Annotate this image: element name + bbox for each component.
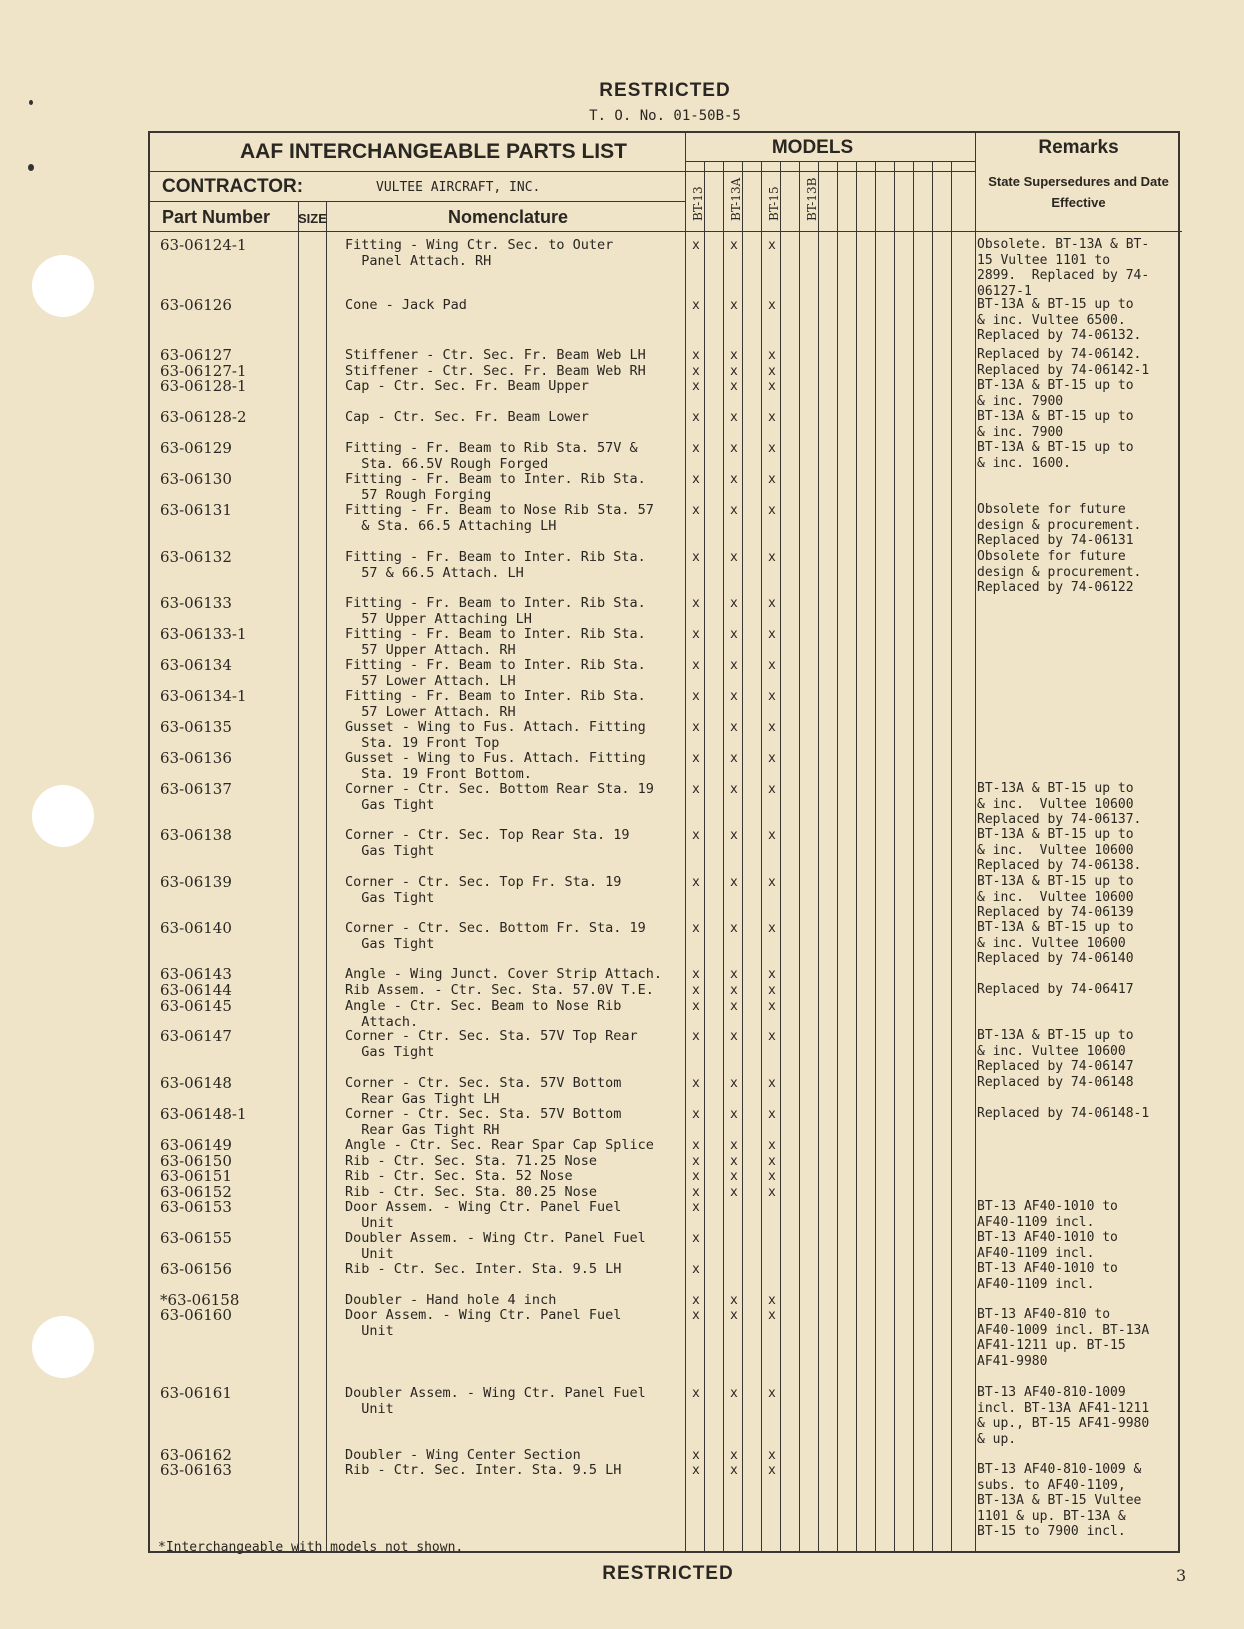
part-number: 63-06127-1 [160,362,247,380]
nomenclature: Door Assem. - Wing Ctr. Panel Fuel Unit [345,1307,622,1339]
model-mark: x [768,828,776,843]
model-mark: x [768,1293,776,1308]
model-mark: x [692,1029,700,1044]
model-mark: x [768,472,776,487]
model-mark: x [692,441,700,456]
remark: BT-13A & BT-15 up to & inc. Vultee 10600 Replaced by 74-06139 [977,874,1134,921]
model-mark: x [730,1076,738,1091]
model-mark: x [768,658,776,673]
model-mark: x [768,921,776,936]
model-mark: x [768,550,776,565]
model-mark: x [730,550,738,565]
remark: BT-13A & BT-15 up to & inc. Vultee 10600 Replaced by 74-06147 [977,1028,1134,1075]
part-number: 63-06138 [160,826,232,844]
model-mark: x [730,472,738,487]
nomenclature: Fitting - Fr. Beam to Inter. Rib Sta. 57 & 66.5 Attach. LH [345,549,646,581]
footer-restricted: RESTRICTED [602,1563,734,1584]
header-to-number: T. O. No. 01-50B-5 [589,108,741,124]
nomenclature: Angle - Ctr. Sec. Beam to Nose Rib Attach. [345,998,622,1030]
model-mark: x [730,828,738,843]
remark: BT-13A & BT-15 up to & inc. Vultee 10600 Replaced by 74-06137. [977,781,1142,828]
part-number: 63-06136 [160,749,232,767]
part-number: 63-06155 [160,1229,232,1247]
model-mark: x [730,348,738,363]
part-number: 63-06150 [160,1152,232,1170]
model-mark: x [768,967,776,982]
model-mark: x [768,596,776,611]
model-mark: x [692,379,700,394]
model-mark: x [768,441,776,456]
model-mark: x [692,921,700,936]
nomenclature: Corner - Ctr. Sec. Bottom Rear Sta. 19 Gas Tight [345,781,654,813]
model-column-line [799,161,800,1551]
nomenclature: Corner - Ctr. Sec. Top Fr. Sta. 19 Gas Tight [345,874,622,906]
model-mark: x [768,1448,776,1463]
punch-hole-middle [32,785,94,847]
nomenclature: Cap - Ctr. Sec. Fr. Beam Lower [345,409,589,425]
divider-part-size [298,201,299,1551]
header-restricted: RESTRICTED [599,80,731,101]
model-mark: x [730,1185,738,1200]
punch-hole-bottom [32,1316,94,1378]
nomenclature: Fitting - Fr. Beam to Inter. Rib Sta. 57 Rough Forging [345,471,646,503]
nomenclature: Doubler - Wing Center Section [345,1447,581,1463]
model-mark: x [730,658,738,673]
model-mark: x [692,658,700,673]
nomenclature: Stiffener - Ctr. Sec. Fr. Beam Web RH [345,363,646,379]
part-number: 63-06135 [160,718,232,736]
model-mark: x [730,967,738,982]
remark: BT-13A & BT-15 up to & inc. Vultee 10600 Replaced by 74-06140 [977,920,1134,967]
model-mark: x [730,720,738,735]
model-mark: x [768,503,776,518]
model-mark: x [692,1293,700,1308]
remark: BT-13A & BT-15 up to & inc. 7900 [977,409,1134,440]
nomenclature: Corner - Ctr. Sec. Sta. 57V Top Rear Gas Tight [345,1028,638,1060]
remark: Replaced by 74-06417 [977,982,1134,997]
header-divider [150,231,1182,232]
model-mark: x [692,1262,700,1277]
nomenclature: Fitting - Fr. Beam to Inter. Rib Sta. 57 Upper Attaching LH [345,595,646,627]
part-number: 63-06128-2 [160,408,247,426]
model-mark: x [730,921,738,936]
model-mark: x [692,967,700,982]
part-number: 63-06160 [160,1306,232,1324]
part-number: *63-06158 [160,1291,240,1309]
table-title: AAF INTERCHANGEABLE PARTS LIST [240,140,627,163]
model-mark: x [730,1463,738,1478]
model-mark: x [730,1029,738,1044]
remark: Replaced by 74-06142. [977,347,1142,362]
model-mark: x [692,875,700,890]
model-mark: x [730,1293,738,1308]
model-column-line [894,161,895,1551]
model-mark: x [730,1138,738,1153]
remark: BT-13 AF40-1010 to AF40-1109 incl. [977,1199,1118,1230]
model-mark: x [768,1308,776,1323]
remarks-title: Remarks [1038,137,1119,158]
remark: BT-13A & BT-15 up to & inc. 1600. [977,440,1134,471]
remark: BT-13 AF40-810-1009 & subs. to AF40-1109, BT-13A & BT-15 Vultee 1101 & up. BT-13A & BT-15 to 7900 incl. [977,1462,1142,1540]
nomenclature-header: Nomenclature [448,207,569,227]
model-mark: x [730,689,738,704]
model-mark: x [692,751,700,766]
model-column-line [856,161,857,1551]
model-mark: x [692,238,700,253]
part-number: 63-06126 [160,296,232,314]
model-mark: x [730,1308,738,1323]
remark: Obsolete. BT-13A & BT- 15 Vultee 1101 to 2899. Replaced by 74- 06127-1 [977,237,1150,299]
part-number: 63-06151 [160,1167,232,1185]
model-mark: x [768,1185,776,1200]
remark: BT-13A & BT-15 up to & inc. Vultee 6500. Replaced by 74-06132. [977,297,1142,344]
remark: BT-13 AF40-1010 to AF40-1109 incl. [977,1261,1118,1292]
remark: BT-13 AF40-1010 to AF40-1109 incl. [977,1230,1118,1261]
part-number: 63-06137 [160,780,232,798]
part-number: 63-06163 [160,1461,232,1479]
part-number: 63-06128-1 [160,377,247,395]
part-number: 63-06156 [160,1260,232,1278]
model-mark: x [692,1448,700,1463]
model-mark: x [730,627,738,642]
remark: BT-13 AF40-810 to AF40-1009 incl. BT-13A AF41-1211 up. BT-15 AF41-9980 [977,1307,1150,1369]
model-mark: x [692,472,700,487]
model-mark: x [730,441,738,456]
nomenclature: Fitting - Fr. Beam to Rib Sta. 57V & Sta. 66.5V Rough Forged [345,440,638,472]
remark: Replaced by 74-06142-1 [977,363,1150,378]
model-mark: x [692,828,700,843]
nomenclature: Door Assem. - Wing Ctr. Panel Fuel Unit [345,1199,622,1231]
model-mark: x [768,1386,776,1401]
part-number: 63-06133-1 [160,625,247,643]
nomenclature: Rib Assem. - Ctr. Sec. Sta. 57.0V T.E. [345,982,654,998]
model-mark: x [730,364,738,379]
model-mark: x [768,410,776,425]
parts-list-table [148,131,1180,1553]
model-mark: x [768,782,776,797]
model-mark: x [768,1138,776,1153]
model-column-line [780,161,781,1551]
model-mark: x [768,1154,776,1169]
part-number: 63-06124-1 [160,236,247,254]
model-column-line [818,161,819,1551]
model-column-line [932,161,933,1551]
model-mark: x [768,689,776,704]
model-mark: x [768,875,776,890]
nomenclature: Corner - Ctr. Sec. Sta. 57V Bottom Rear Gas Tight LH [345,1075,622,1107]
divider-remarks [975,133,976,1551]
model-mark: x [730,983,738,998]
model-mark: x [768,298,776,313]
model-mark: x [768,751,776,766]
model-column-line [875,161,876,1551]
part-number: 63-06131 [160,501,232,519]
model-mark: x [730,1169,738,1184]
model-mark: x [768,1107,776,1122]
part-number: 63-06147 [160,1027,232,1045]
nomenclature: Fitting - Fr. Beam to Inter. Rib Sta. 57 Lower Attach. LH [345,657,646,689]
nomenclature: Doubler - Hand hole 4 inch [345,1292,557,1308]
page-number: 3 [1176,1566,1187,1585]
nomenclature: Corner - Ctr. Sec. Top Rear Sta. 19 Gas Tight [345,827,630,859]
model-mark: x [692,550,700,565]
footnote: *Interchangeable with models not shown. [158,1540,464,1555]
nomenclature: Cone - Jack Pad [345,297,467,313]
model-header-bt13: BT-13 [691,186,705,221]
nomenclature: Stiffener - Ctr. Sec. Fr. Beam Web LH [345,347,646,363]
part-number-header: Part Number [162,207,271,227]
remarks-subtitle: State Supersedures and Date Effective [988,174,1169,210]
part-number: 63-06134 [160,656,232,674]
model-mark: x [768,379,776,394]
model-mark: x [768,1076,776,1091]
nomenclature: Rib - Ctr. Sec. Inter. Sta. 9.5 LH [345,1261,622,1277]
model-mark: x [692,1231,700,1246]
part-number: 63-06148-1 [160,1105,247,1123]
model-mark: x [692,348,700,363]
model-mark: x [692,1200,700,1215]
model-mark: x [730,751,738,766]
model-mark: x [692,782,700,797]
nomenclature: Angle - Ctr. Sec. Rear Spar Cap Splice [345,1137,654,1153]
model-header-bt13a: BT-13A [729,177,743,221]
model-column-line [742,161,743,1551]
remark: Replaced by 74-06148-1 [977,1106,1150,1121]
model-mark: x [692,410,700,425]
part-number: 63-06140 [160,919,232,937]
punch-hole-top [32,255,94,317]
model-mark: x [692,1386,700,1401]
model-mark: x [768,1463,776,1478]
model-mark: x [692,1154,700,1169]
model-header-bt15: BT-15 [767,186,781,221]
title-divider [150,171,975,172]
nomenclature: Rib - Ctr. Sec. Sta. 71.25 Nose [345,1153,597,1169]
contractor-value: VULTEE AIRCRAFT, INC. [376,180,541,195]
nomenclature: Fitting - Fr. Beam to Nose Rib Sta. 57 & Sta. 66.5 Attaching LH [345,502,654,534]
part-number: 63-06129 [160,439,232,457]
model-mark: x [730,596,738,611]
part-number: 63-06145 [160,997,232,1015]
model-mark: x [730,1448,738,1463]
nomenclature: Cap - Ctr. Sec. Fr. Beam Upper [345,378,589,394]
model-mark: x [730,238,738,253]
nomenclature: Angle - Wing Junct. Cover Strip Attach. [345,966,662,982]
nomenclature: Corner - Ctr. Sec. Bottom Fr. Sta. 19 Gas Tight [345,920,646,952]
part-number: 63-06134-1 [160,687,247,705]
model-mark: x [730,875,738,890]
model-mark: x [768,983,776,998]
remark: Replaced by 74-06148 [977,1075,1134,1090]
part-number: 63-06153 [160,1198,232,1216]
nomenclature: Doubler Assem. - Wing Ctr. Panel Fuel Unit [345,1230,646,1262]
part-number: 63-06161 [160,1384,232,1402]
ink-speck [28,164,34,171]
model-mark: x [692,689,700,704]
model-mark: x [692,1107,700,1122]
model-mark: x [730,1107,738,1122]
nomenclature: Gusset - Wing to Fus. Attach. Fitting Sta. 19 Front Top [345,719,646,751]
part-number: 63-06132 [160,548,232,566]
model-mark: x [692,983,700,998]
nomenclature: Rib - Ctr. Sec. Sta. 52 Nose [345,1168,573,1184]
model-mark: x [730,503,738,518]
model-header-bt13b: BT-13B [805,177,819,221]
model-mark: x [730,410,738,425]
nomenclature: Fitting - Fr. Beam to Inter. Rib Sta. 57 Lower Attach. RH [345,688,646,720]
model-mark: x [692,1138,700,1153]
part-number: 63-06133 [160,594,232,612]
model-mark: x [768,627,776,642]
part-number: 63-06162 [160,1446,232,1464]
model-mark: x [692,364,700,379]
model-mark: x [768,720,776,735]
nomenclature: Doubler Assem. - Wing Ctr. Panel Fuel Unit [345,1385,646,1417]
part-number: 63-06148 [160,1074,232,1092]
remark: BT-13 AF40-810-1009 incl. BT-13A AF41-1211 & up., BT-15 AF41-9980 & up. [977,1385,1150,1447]
contractor-divider [150,201,685,202]
model-mark: x [768,364,776,379]
model-mark: x [768,348,776,363]
nomenclature: Corner - Ctr. Sec. Sta. 57V Bottom Rear Gas Tight RH [345,1106,622,1138]
model-mark: x [692,999,700,1014]
part-number: 63-06130 [160,470,232,488]
model-mark: x [692,503,700,518]
model-mark: x [768,1169,776,1184]
model-mark: x [768,999,776,1014]
model-mark: x [730,379,738,394]
model-column-line [761,161,762,1551]
model-mark: x [692,1463,700,1478]
part-number: 63-06143 [160,965,232,983]
model-mark: x [730,999,738,1014]
nomenclature: Rib - Ctr. Sec. Sta. 80.25 Nose [345,1184,597,1200]
model-mark: x [692,596,700,611]
models-title: MODELS [771,137,854,158]
model-mark: x [768,1029,776,1044]
part-number: 63-06139 [160,873,232,891]
model-column-line [951,161,952,1551]
model-mark: x [730,1154,738,1169]
model-mark: x [692,1185,700,1200]
model-mark: x [692,1169,700,1184]
nomenclature: Fitting - Fr. Beam to Inter. Rib Sta. 57 Upper Attach. RH [345,626,646,658]
divider-size-nom [326,201,327,1551]
part-number: 63-06152 [160,1183,232,1201]
model-mark: x [692,1308,700,1323]
model-mark: x [692,720,700,735]
model-mark: x [692,298,700,313]
remark: Obsolete for future design & procurement. Replaced by 74-06122 [977,549,1142,596]
model-mark: x [730,298,738,313]
remark: Obsolete for future design & procurement. Replaced by 74-06131 [977,502,1142,549]
nomenclature: Fitting - Wing Ctr. Sec. to Outer Panel Attach. RH [345,237,614,269]
model-mark: x [730,1386,738,1401]
model-mark: x [692,1076,700,1091]
size-header: SIZE [298,211,327,226]
model-column-line [913,161,914,1551]
model-column-line [837,161,838,1551]
remark: BT-13A & BT-15 up to & inc. Vultee 10600 Replaced by 74-06138. [977,827,1142,874]
model-mark: x [730,782,738,797]
remark: BT-13A & BT-15 up to & inc. 7900 [977,378,1134,409]
model-mark: x [768,238,776,253]
model-mark: x [692,627,700,642]
contractor-label: CONTRACTOR: [162,176,304,197]
nomenclature: Rib - Ctr. Sec. Inter. Sta. 9.5 LH [345,1462,622,1478]
model-column-line [723,161,724,1551]
part-number: 63-06144 [160,981,232,999]
part-number: 63-06149 [160,1136,232,1154]
nomenclature: Gusset - Wing to Fus. Attach. Fitting Sta. 19 Front Bottom. [345,750,646,782]
part-number: 63-06127 [160,346,232,364]
